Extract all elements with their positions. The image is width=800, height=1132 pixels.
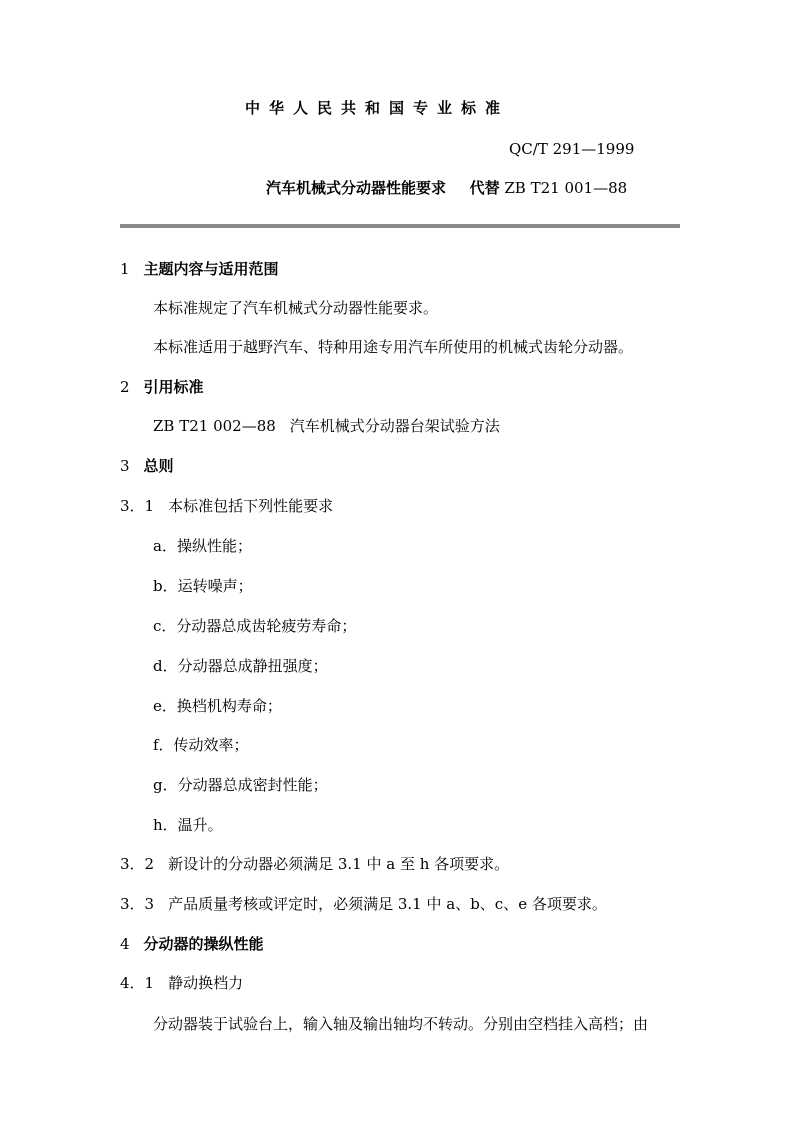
replaces-code: ZB T21 001—88	[504, 179, 628, 197]
section-title: 引用标准	[143, 378, 204, 396]
list-item: h．温升。	[153, 816, 223, 834]
section-title: 主题内容与适用范围	[143, 260, 279, 278]
section-1-heading	[120, 259, 279, 279]
clause-text: 新设计的分动器必须满足 3.1 中 a 至 h 各项要求。	[168, 855, 510, 873]
reference-title: 汽车机械式分动器台架试验方法	[289, 417, 500, 435]
section-4-heading	[120, 934, 264, 954]
reference-code: ZB T21 002—88	[153, 417, 276, 435]
clause-4-1	[120, 973, 243, 993]
list-item: f．传动效率；	[153, 736, 249, 754]
section-2-heading	[120, 377, 204, 397]
standard-code: QC/T 291—1999	[509, 140, 635, 158]
list-item: g．分动器总成密封性能；	[153, 776, 328, 794]
clause-text: 静动换档力	[168, 974, 244, 992]
list-item: b．运转噪声；	[153, 577, 253, 595]
clause-text: 本标准包括下列性能要求	[168, 497, 334, 515]
paragraph: 本标准适用于越野汽车、特种用途专用汽车所使用的机械式齿轮分动器。	[153, 338, 634, 356]
clause-number: 3．2	[120, 855, 155, 873]
clause-number: 4．1	[120, 974, 155, 992]
document-title-line	[266, 178, 627, 198]
replaces-label: 代替	[469, 179, 500, 197]
section-number: 2	[120, 378, 130, 396]
clause-3-2	[120, 854, 509, 874]
list-item: a．操纵性能；	[153, 537, 252, 555]
clause-text: 产品质量考核或评定时，必须满足 3.1 中 a、b、c、e 各项要求。	[168, 895, 607, 913]
clause-number: 3．3	[120, 895, 155, 913]
list-item: c．分动器总成齿轮疲劳寿命；	[153, 617, 357, 635]
paragraph: 分动器装于试验台上，输入轴及输出轴均不转动。分别由空档挂入高档；由	[153, 1015, 649, 1033]
section-title: 分动器的操纵性能	[143, 935, 264, 953]
list-item: d．分动器总成静扭强度；	[153, 657, 328, 675]
clause-3-1	[120, 496, 333, 516]
section-number: 4	[120, 935, 130, 953]
section-3-heading	[120, 456, 174, 476]
clause-3-3	[120, 894, 607, 914]
section-title: 总则	[143, 457, 174, 475]
reference-entry	[153, 416, 500, 436]
document-title: 汽车机械式分动器性能要求	[266, 179, 447, 197]
section-number: 3	[120, 457, 130, 475]
header-rule	[120, 224, 680, 228]
standard-title: 中华人民共和国专业标准	[245, 99, 510, 117]
clause-number: 3．1	[120, 497, 155, 515]
section-number: 1	[120, 260, 130, 278]
list-item: e．换档机构寿命；	[153, 697, 282, 715]
paragraph: 本标准规定了汽车机械式分动器性能要求。	[153, 299, 439, 317]
